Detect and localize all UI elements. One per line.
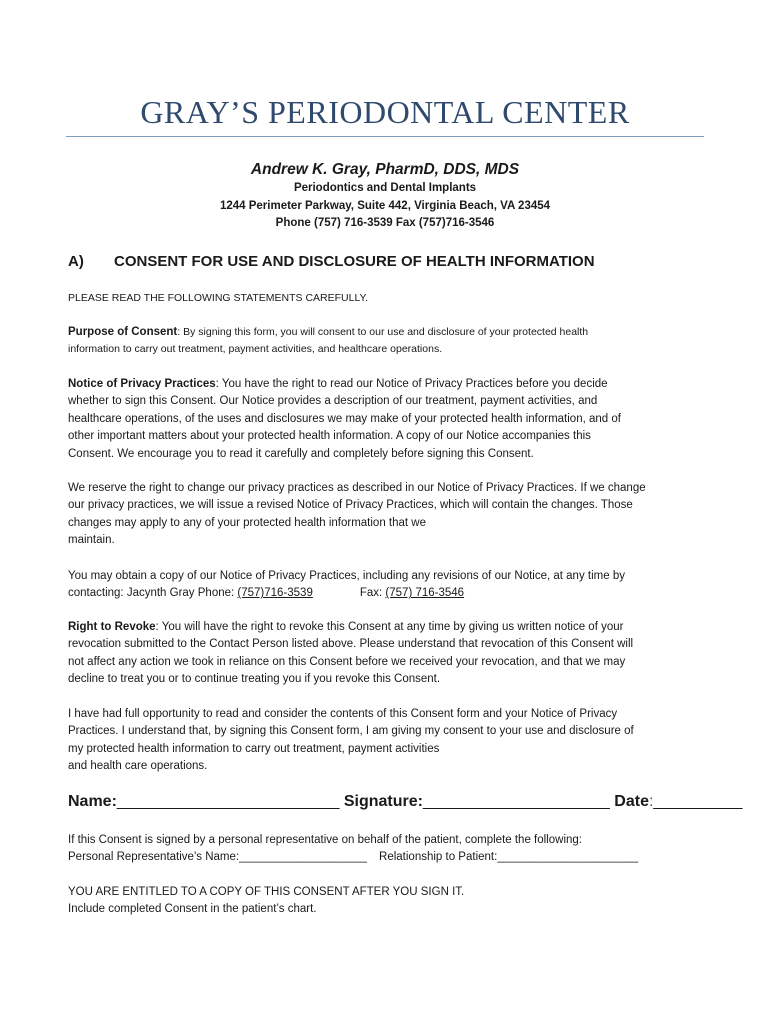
opportunity-paragraph <box>68 706 708 776</box>
reserve-paragraph <box>68 480 708 550</box>
date-field[interactable]: __________ <box>653 793 743 810</box>
name-label: Name: <box>68 793 117 810</box>
signature-label: Signature: <box>343 793 423 810</box>
representative-intro: If this Consent is signed by a personal representative on behalf of the patient, complete the following: <box>68 834 582 846</box>
privacy-text-5: Consent. We encourage you to read it carefully and completely before signing this Consent. <box>68 447 534 460</box>
purpose-paragraph <box>68 324 708 359</box>
opportunity-text-4: and health care operations. <box>68 760 208 773</box>
privacy-text-4: other important matters about your protected health information. A copy of our Notice accompanies this <box>68 430 591 443</box>
revoke-text-2: revocation submitted to the Contact Person listed above. Please understand that revocation of this Consent will <box>68 638 634 651</box>
privacy-text-2: whether to sign this Consent. Our Notice provides a description of our treatment, payment activities, and <box>68 395 598 408</box>
privacy-text-3: healthcare operations, of the uses and disclosures we may make of your protected health information, and of <box>68 412 621 425</box>
fax-label: Fax: <box>359 587 386 600</box>
reserve-text-1: We reserve the right to change our privacy practices as described in our Notice of Privacy Practices. If we change <box>68 482 646 494</box>
reserve-text-3: changes may apply to any of your protected health information that we <box>68 516 426 529</box>
instruction-text: PLEASE READ THE FOLLOWING STATEMENTS CAREFULLY. <box>68 292 369 304</box>
date-colon: : <box>648 793 654 810</box>
section-heading <box>68 253 595 270</box>
rep-name-field[interactable]: ____________________ <box>239 851 368 863</box>
practice-title: GRAY’S PERIODONTAL CENTER <box>140 94 630 130</box>
relationship-label: Relationship to Patient: <box>379 851 498 863</box>
reserve-text-4: maintain. <box>68 534 115 547</box>
relationship-field[interactable]: ______________________ <box>497 851 639 863</box>
section-title: CONSENT FOR USE AND DISCLOSURE OF HEALTH INFORMATION <box>114 253 595 270</box>
address-line: 1244 Perimeter Parkway, Suite 442, Virginia Beach, VA 23454 <box>219 200 551 212</box>
purpose-label: Purpose of Consent <box>68 326 178 338</box>
date-label: Date <box>614 793 649 810</box>
privacy-text-1: : You have the right to read our Notice of Privacy Practices before you decide <box>215 378 608 390</box>
entitled-notice: YOU ARE ENTITLED TO A COPY OF THIS CONSENT AFTER YOU SIGN IT. <box>68 886 465 898</box>
opportunity-text-3: my protected health information to carry out treatment, payment activities <box>68 742 440 755</box>
name-field[interactable]: _________________________ <box>116 793 340 810</box>
privacy-paragraph <box>68 376 708 463</box>
signature-field[interactable]: _____________________ <box>422 793 610 810</box>
obtain-contact-prefix: contacting: Jacynth Gray Phone: <box>68 587 238 600</box>
opportunity-text-1: I have had full opportunity to read and consider the contents of this Consent form and your Notice of Privacy <box>68 708 618 720</box>
rep-name-label: Personal Representative’s Name: <box>68 851 240 863</box>
specialty-line: Periodontics and Dental Implants <box>293 182 477 194</box>
doctor-name: Andrew K. Gray, PharmD, DDS, MDS <box>250 161 520 178</box>
contact-fax-link[interactable]: (757) 716-3546 <box>385 587 465 600</box>
reserve-text-2: our privacy practices, we will issue a revised Notice of Privacy Practices, which will contain the changes. Those <box>68 499 633 512</box>
revoke-label: Right to Revoke <box>68 621 156 633</box>
purpose-text-2: information to carry out treatment, payment activities, and healthcare operations. <box>68 343 443 356</box>
revoke-text-1: : You will have the right to revoke this Consent at any time by giving us written notice of your <box>155 621 624 633</box>
revoke-paragraph <box>68 619 708 689</box>
title-divider <box>66 136 704 137</box>
opportunity-text-2: Practices. I understand that, by signing this Consent form, I am giving my consent to your use and disclosure of <box>68 725 634 738</box>
obtain-paragraph <box>68 568 708 603</box>
signature-row <box>68 793 742 811</box>
section-letter: A) <box>68 253 84 270</box>
privacy-label: Notice of Privacy Practices <box>68 378 216 390</box>
contact-phone-link[interactable]: (757)716-3539 <box>237 587 313 600</box>
chart-instruction: Include completed Consent in the patient’s chart. <box>68 903 317 915</box>
phone-fax-line: Phone (757) 716-3539 Fax (757)716-3546 <box>275 217 495 229</box>
representative-row <box>68 851 638 863</box>
revoke-text-4: decline to treat you or to continue treating you if you revoke this Consent. <box>68 673 441 686</box>
purpose-text-1: : By signing this form, you will consent to our use and disclosure of your protected health <box>177 326 589 338</box>
obtain-text-1: You may obtain a copy of our Notice of Privacy Practices, including any revisions of our Notice, at any time by <box>68 570 625 582</box>
revoke-text-3: not affect any action we took in reliance on this Consent before we received your revocation, and that we may <box>68 655 626 668</box>
